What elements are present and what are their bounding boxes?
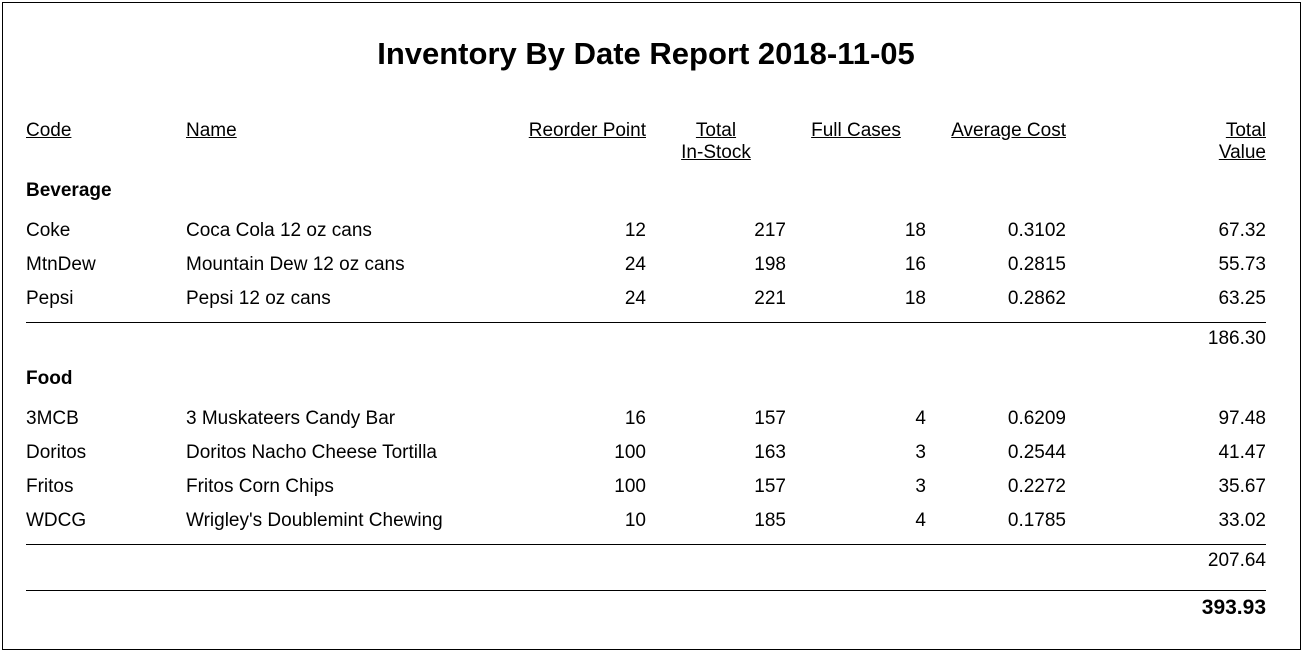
cell-average-cost: 0.6209 bbox=[1007, 408, 1066, 429]
header-total-value-line2: Value bbox=[1218, 142, 1266, 163]
report-title: Inventory By Date Report 2018-11-05 bbox=[377, 36, 915, 71]
header-total-in-stock-line1: Total bbox=[695, 120, 737, 141]
header-reorder-point bbox=[486, 120, 646, 142]
cell-average-cost: 0.1785 bbox=[1007, 510, 1066, 531]
cell-code: 3MCB bbox=[26, 408, 79, 429]
cell-total-in-stock: 157 bbox=[754, 476, 786, 497]
cell-total-value: 33.02 bbox=[1218, 510, 1266, 531]
header-total-value bbox=[1106, 120, 1266, 164]
cell-name: 3 Muskateers Candy Bar bbox=[186, 408, 396, 429]
cell-code: MtnDew bbox=[26, 254, 96, 275]
header-full-cases-label: Full Cases bbox=[811, 120, 901, 141]
cell-reorder-point: 100 bbox=[614, 476, 646, 497]
subtotal-value: 186.30 bbox=[1207, 328, 1266, 349]
cell-average-cost: 0.3102 bbox=[1007, 220, 1066, 241]
cell-code: Doritos bbox=[26, 442, 87, 463]
cell-total-in-stock: 221 bbox=[754, 288, 786, 309]
cell-total-value: 41.47 bbox=[1218, 442, 1266, 463]
cell-full-cases: 18 bbox=[904, 288, 926, 309]
cell-total-in-stock: 198 bbox=[754, 254, 786, 275]
cell-name: Pepsi 12 oz cans bbox=[186, 288, 331, 309]
cell-reorder-point: 16 bbox=[624, 408, 646, 429]
subtotal-divider bbox=[26, 322, 1266, 323]
cell-average-cost: 0.2544 bbox=[1007, 442, 1066, 463]
cell-average-cost: 0.2272 bbox=[1007, 476, 1066, 497]
subtotal-divider bbox=[26, 544, 1266, 545]
header-average-cost bbox=[926, 120, 1066, 142]
header-code: Code bbox=[26, 120, 72, 141]
cell-full-cases: 4 bbox=[915, 510, 926, 531]
header-total-in-stock bbox=[646, 120, 786, 164]
cell-full-cases: 18 bbox=[904, 220, 926, 241]
cell-average-cost: 0.2862 bbox=[1007, 288, 1066, 309]
category-heading: Beverage bbox=[26, 180, 112, 201]
header-total-in-stock-line2: In-Stock bbox=[681, 142, 751, 163]
header-total-value-line1: Total bbox=[1225, 120, 1266, 141]
cell-code: Pepsi bbox=[26, 288, 74, 309]
cell-code: Coke bbox=[26, 220, 71, 241]
cell-code: Fritos bbox=[26, 476, 74, 497]
cell-total-in-stock: 185 bbox=[754, 510, 786, 531]
cell-name: Coca Cola 12 oz cans bbox=[186, 220, 372, 241]
cell-total-value: 55.73 bbox=[1218, 254, 1266, 275]
cell-reorder-point: 10 bbox=[624, 510, 646, 531]
cell-reorder-point: 24 bbox=[624, 288, 646, 309]
cell-full-cases: 3 bbox=[915, 442, 926, 463]
cell-reorder-point: 100 bbox=[614, 442, 646, 463]
header-full-cases bbox=[786, 120, 926, 142]
subtotal-value: 207.64 bbox=[1207, 550, 1266, 571]
cell-code: WDCG bbox=[26, 510, 87, 531]
cell-average-cost: 0.2815 bbox=[1007, 254, 1066, 275]
grand-total-divider bbox=[26, 590, 1266, 591]
cell-total-in-stock: 217 bbox=[754, 220, 786, 241]
cell-total-value: 35.67 bbox=[1218, 476, 1266, 497]
cell-total-in-stock: 163 bbox=[754, 442, 786, 463]
header-average-cost-label: Average Cost bbox=[951, 120, 1066, 141]
header-reorder-point-label: Reorder Point bbox=[528, 120, 646, 141]
cell-full-cases: 4 bbox=[915, 408, 926, 429]
cell-total-in-stock: 157 bbox=[754, 408, 786, 429]
category-heading: Food bbox=[26, 368, 73, 389]
cell-name: Wrigley's Doublemint Chewing bbox=[186, 510, 443, 531]
cell-full-cases: 3 bbox=[915, 476, 926, 497]
cell-total-value: 63.25 bbox=[1218, 288, 1266, 309]
cell-name: Mountain Dew 12 oz cans bbox=[186, 254, 405, 275]
header-name: Name bbox=[186, 120, 237, 141]
cell-full-cases: 16 bbox=[904, 254, 926, 275]
cell-total-value: 67.32 bbox=[1218, 220, 1266, 241]
cell-total-value: 97.48 bbox=[1218, 408, 1266, 429]
cell-name: Fritos Corn Chips bbox=[186, 476, 334, 497]
cell-name: Doritos Nacho Cheese Tortilla bbox=[186, 442, 437, 463]
cell-reorder-point: 24 bbox=[624, 254, 646, 275]
cell-reorder-point: 12 bbox=[624, 220, 646, 241]
grand-total-value: 393.93 bbox=[1201, 596, 1266, 619]
